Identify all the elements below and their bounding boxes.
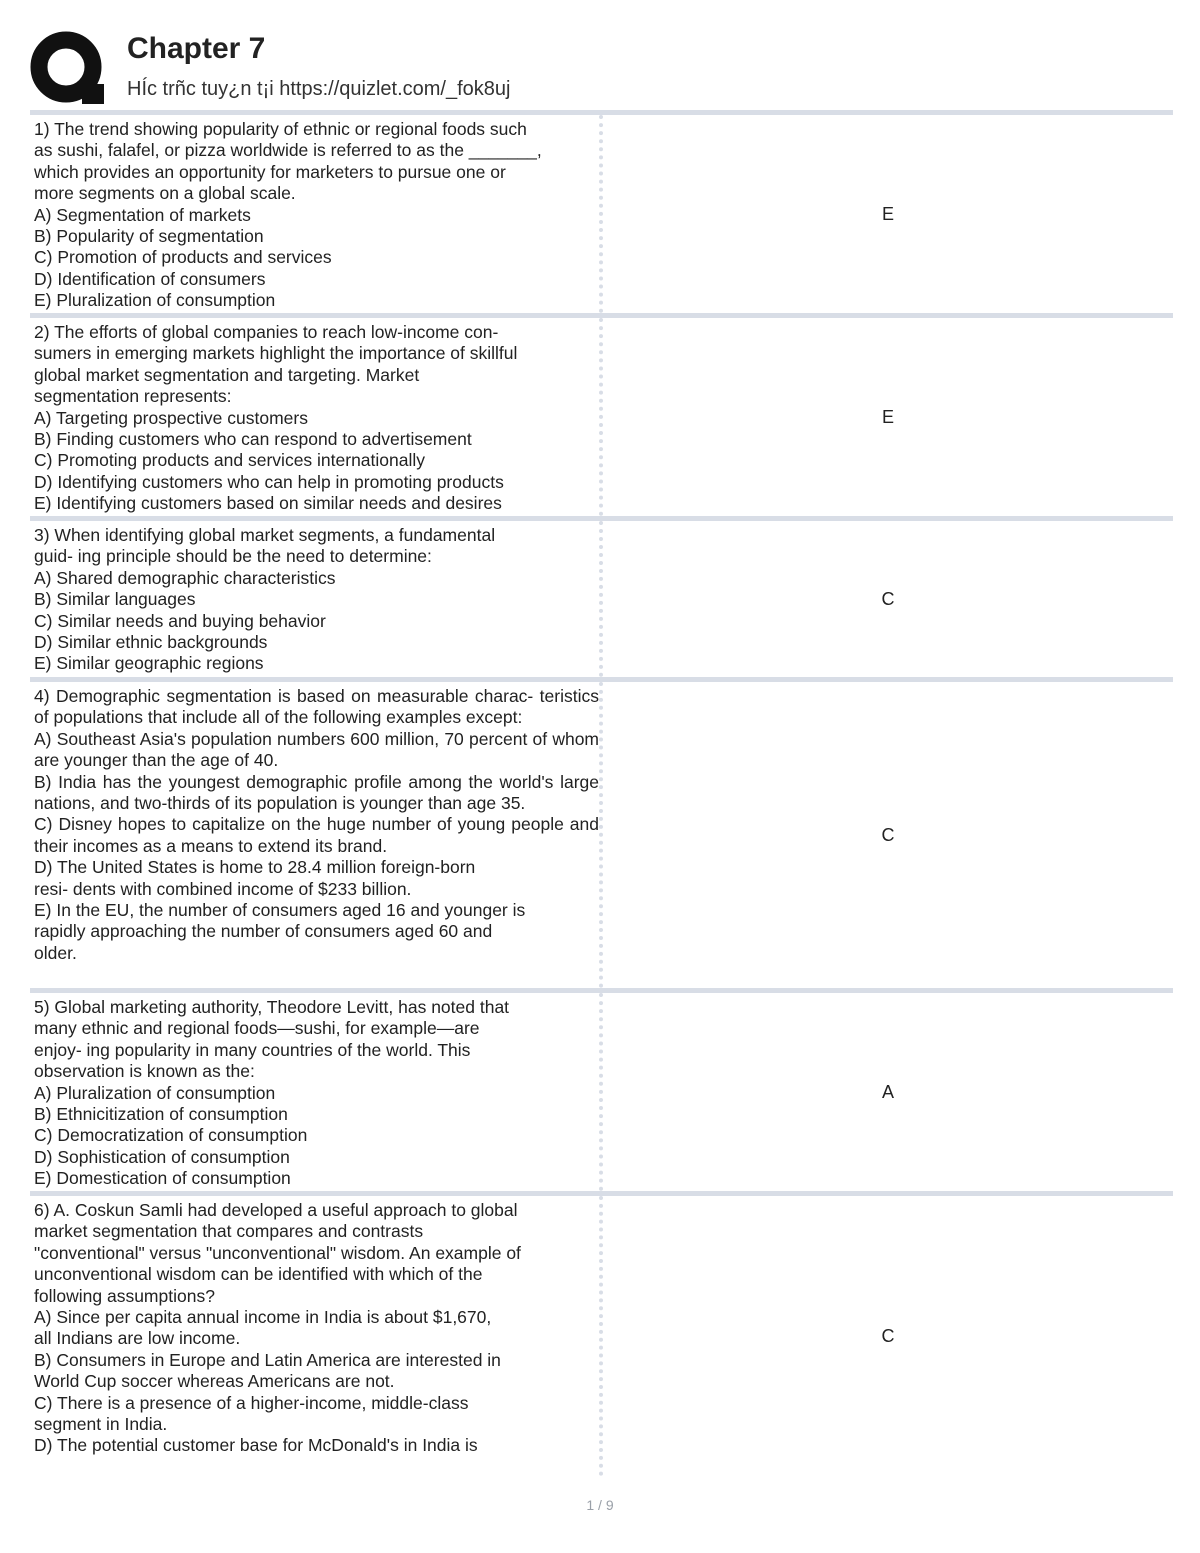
flashcard-row [30,988,1173,1191]
answer-text: C [881,588,895,609]
answer-text: A [881,1081,894,1102]
flashcard-row [30,313,1173,516]
flashcard-row [30,110,1173,313]
flashcard-row [30,516,1173,677]
question-text: 4) Demographic segmentation is based on measurable charac- teristics of populations that include all of the following examples except: A) Southeast Asia's population numbers 600 million, 70 percent of whom are younger than the age of 40. B) India has the youngest demographic profile among the world's large nations, and two-thirds of its population is younger than age 35. C) Disney hopes to capitalize on the huge number of young people and their incomes as a means to extend its brand. D) The United States is home to 28.4 million foreign-born resi- dents with combined income of $233 billion. E) In the EU, the number of consumers aged 16 and younger is rapidly approaching the number of consumers aged 60 and older. [30,682,603,988]
answer-text: E [881,406,894,427]
answer-text: E [881,203,894,224]
page-subtitle: HÍc trñc tuy¿n t¡i https://quizlet.com/_fok8uj [127,78,511,100]
answer-text: C [881,824,895,845]
quizlet-logo-icon [30,30,106,106]
question-text: 2) The efforts of global companies to reach low-income con- sumers in emerging markets highlight the importance of skillful global market segmentation and targeting. Market segmentation represents: A) Targeting prospective customers B) Finding customers who can respond to advertisement C) Promoting products and services internationally D) Identifying customers who can help in promoting products E) Identifying customers based on similar needs and desires [30,318,603,516]
flashcard-row [30,677,1173,988]
page-number: 1 / 9 [586,1497,614,1513]
question-text: 6) A. Coskun Samli had developed a useful approach to global market segmentation that compares and contrasts "conventional" versus "unconventional" wisdom. An example of unconventional wisdom can be identified with which of the following assumptions? A) Since per capita annual income in India is about $1,670, all Indians are low income. B) Consumers in Europe and Latin America are interested in World Cup soccer whereas Americans are not. C) There is a presence of a higher-income, middle-class segment in India. D) The potential customer base for McDonald's in India is [30,1196,603,1476]
page-title: Chapter 7 [127,32,266,65]
answer-text: C [881,1325,895,1346]
question-text: 1) The trend showing popularity of ethnic or regional foods such as sushi, falafel, or pizza worldwide is referred to as the _______, which provides an opportunity for marketers to pursue one or more segments on a global scale. A) Segmentation of markets B) Popularity of segmentation C) Promotion of products and services D) Identification of consumers E) Pluralization of consumption [30,115,603,313]
flashcard-row [30,1191,1173,1476]
question-text: 3) When identifying global market segments, a fundamental guid- ing principle should be the need to determine: A) Shared demographic characteristics B) Similar languages C) Similar needs and buying behavior D) Similar ethnic backgrounds E) Similar geographic regions [30,521,603,677]
flashcard-list [30,110,1173,1476]
question-text: 5) Global marketing authority, Theodore Levitt, has noted that many ethnic and regional foods—sushi, for example—are enjoy- ing popularity in many countries of the world. This observation is known as the: A) Pluralization of consumption B) Ethnicitization of consumption C) Democratization of consumption D) Sophistication of consumption E) Domestication of consumption [30,993,603,1191]
page-header [30,28,1170,108]
